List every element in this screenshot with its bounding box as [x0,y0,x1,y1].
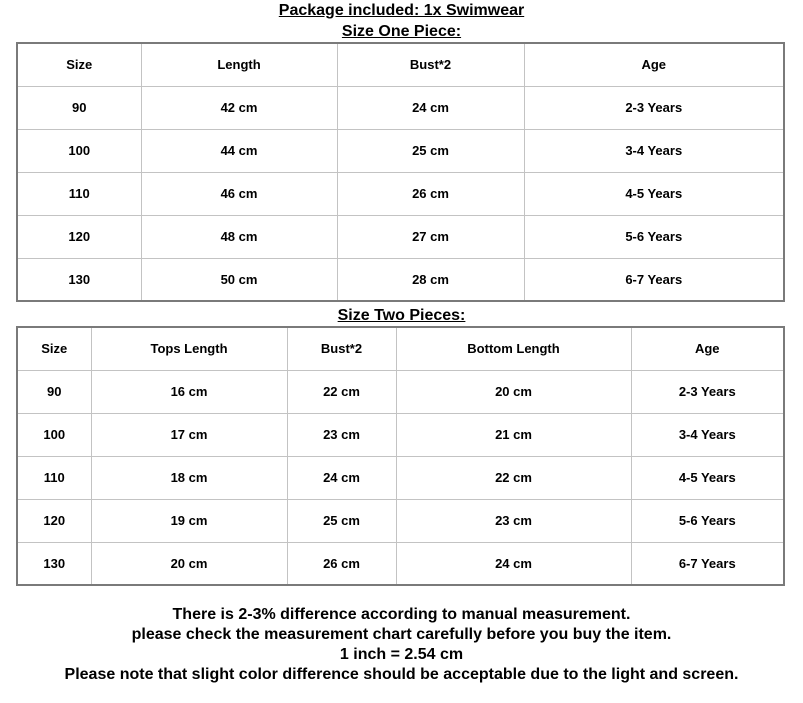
table-cell: 120 [17,215,141,258]
package-included-heading: Package included: 1x Swimwear [278,2,525,19]
note-color-difference: Please note that slight color difference should be acceptable due to the light and screen. [64,666,739,683]
table-cell: 3-4 Years [631,413,784,456]
column-header: Size [17,43,141,86]
table-cell: 19 cm [91,499,287,542]
table-cell: 24 cm [396,542,631,585]
table-cell: 110 [17,172,141,215]
table-cell: 22 cm [396,456,631,499]
two-pieces-size-table [16,326,785,586]
table-cell: 50 cm [141,258,337,301]
table-cell: 23 cm [287,413,396,456]
table-cell: 25 cm [337,129,524,172]
table-row [17,413,784,456]
table-cell: 28 cm [337,258,524,301]
note-manual-measurement: There is 2-3% difference according to manual measurement. [172,606,631,623]
table-cell: 22 cm [287,370,396,413]
table-cell: 5-6 Years [631,499,784,542]
table-cell: 26 cm [337,172,524,215]
measurement-notes [0,605,803,685]
header-row [17,327,784,370]
column-header: Tops Length [91,327,287,370]
table-cell: 6-7 Years [631,542,784,585]
table-row [17,129,784,172]
table-cell: 16 cm [91,370,287,413]
note-inch-conversion: 1 inch = 2.54 cm [339,646,464,663]
table-cell: 44 cm [141,129,337,172]
one-piece-heading: Size One Piece: [341,23,462,40]
table-row [17,542,784,585]
one-piece-size-table [16,42,785,302]
table-cell: 130 [17,542,91,585]
table-cell: 23 cm [396,499,631,542]
note-check-chart: please check the measurement chart carefully before you buy the item. [131,626,672,643]
table-row [17,86,784,129]
table-cell: 4-5 Years [524,172,784,215]
table-row [17,172,784,215]
column-header: Bottom Length [396,327,631,370]
column-header: Age [524,43,784,86]
table-row [17,499,784,542]
table-cell: 26 cm [287,542,396,585]
table-cell: 24 cm [337,86,524,129]
table-cell: 130 [17,258,141,301]
table-cell: 18 cm [91,456,287,499]
table-row [17,215,784,258]
column-header: Size [17,327,91,370]
table-cell: 3-4 Years [524,129,784,172]
column-header: Bust*2 [337,43,524,86]
table-cell: 20 cm [91,542,287,585]
table-row [17,370,784,413]
table-cell: 100 [17,413,91,456]
table-cell: 48 cm [141,215,337,258]
table-cell: 42 cm [141,86,337,129]
table-cell: 21 cm [396,413,631,456]
column-header: Bust*2 [287,327,396,370]
table-row [17,456,784,499]
table-cell: 120 [17,499,91,542]
column-header: Age [631,327,784,370]
column-header: Length [141,43,337,86]
table-cell: 5-6 Years [524,215,784,258]
table-cell: 25 cm [287,499,396,542]
table-cell: 2-3 Years [631,370,784,413]
table-cell: 4-5 Years [631,456,784,499]
table-cell: 100 [17,129,141,172]
table-cell: 6-7 Years [524,258,784,301]
table-cell: 17 cm [91,413,287,456]
header-row [17,43,784,86]
table-cell: 90 [17,370,91,413]
table-cell: 27 cm [337,215,524,258]
table-cell: 2-3 Years [524,86,784,129]
table-cell: 20 cm [396,370,631,413]
table-cell: 90 [17,86,141,129]
table-row [17,258,784,301]
two-pieces-heading: Size Two Pieces: [337,307,466,324]
table-cell: 110 [17,456,91,499]
table-cell: 46 cm [141,172,337,215]
table-cell: 24 cm [287,456,396,499]
